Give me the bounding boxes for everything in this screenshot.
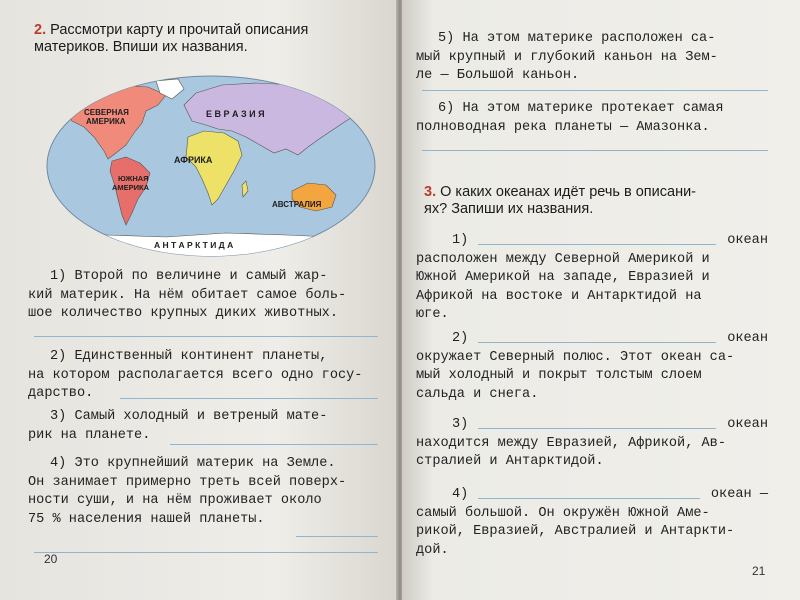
task-2-line1: Рассмотри карту и прочитай описания [50, 22, 309, 38]
ocean-4-line-3: дой. [416, 542, 449, 558]
answer-line-3[interactable] [170, 444, 378, 445]
label-australia: АВСТРАЛИЯ [272, 200, 322, 209]
answer-line-5[interactable] [422, 90, 768, 91]
ocean-item-2 [416, 330, 768, 404]
item-4-line-4: 75 % населения нашей планеты. [28, 511, 265, 527]
label-north-america-2: АМЕРИКА [86, 117, 126, 126]
item-1-line-1: 1) Второй по величине и самый жар- [50, 269, 328, 284]
ocean-item-4 [416, 486, 768, 560]
continent-item-5 [416, 30, 768, 86]
item-5-line-2: мый крупный и глубокий каньон на Зем- [416, 49, 718, 65]
ocean-answer-line-1[interactable] [478, 244, 716, 245]
ocean-4-line-1: самый большой. Он окружён Южной Аме- [416, 505, 710, 521]
ocean-1-line-1: расположен между Северной Америкой и [416, 251, 710, 267]
task-3-heading [424, 184, 774, 218]
ocean-2-line-3: сальда и снега. [416, 386, 539, 402]
left-page [0, 0, 398, 600]
label-south-america-1: ЮЖНАЯ [118, 174, 149, 183]
continent-item-3 [28, 408, 378, 445]
answer-line-2[interactable] [120, 398, 378, 399]
item-5-line-3: ле — Большой каньон. [416, 68, 580, 83]
task-2-heading [34, 22, 384, 56]
answer-line-6[interactable] [422, 150, 768, 151]
item-3-line-2: рик на планете. [28, 427, 151, 443]
page-number-left: 20 [44, 552, 58, 566]
ocean-answer-line-4[interactable] [478, 498, 700, 499]
world-map [46, 75, 376, 257]
ocean-4-number: 4) [452, 487, 469, 502]
right-page [402, 0, 800, 600]
item-1-line-2: кий материк. На нём обитает самое боль- [28, 287, 347, 303]
answer-line-1[interactable] [34, 336, 378, 337]
task-2-line2: материков. Впиши их названия. [34, 39, 248, 55]
continent-item-2 [28, 348, 378, 404]
ocean-3-line-2: стралией и Антарктидой. [416, 454, 604, 469]
item-6-line-2: полноводная река планеты — Амазонка. [416, 119, 710, 135]
ocean-1-line-2: Южной Америкой на западе, Евразией и [416, 270, 710, 285]
ocean-2-number: 2) [452, 331, 469, 346]
task-3-number: 3. [424, 184, 437, 200]
ocean-1-line-4: юге. [416, 307, 449, 322]
ocean-2-line-2: мый холодный и покрыт толстым слоем [416, 368, 702, 383]
ocean-1-number: 1) [452, 233, 469, 248]
item-5-line-1: 5) На этом материке расположен са- [438, 31, 716, 46]
item-1-line-3: шое количество крупных диких животных. [28, 306, 338, 321]
ocean-answer-line-2[interactable] [478, 342, 716, 343]
ocean-4-line-2: рикой, Евразией, Австралией и Антаркти- [416, 524, 735, 539]
item-2-line-3: дарство. [28, 386, 94, 401]
ocean-item-3 [416, 416, 768, 472]
task-3-line2: ях? Запиши их названия. [424, 201, 594, 217]
item-2-line-2: на котором располагается всего одно госу- [28, 367, 363, 383]
ocean-1-word: океан [727, 233, 768, 248]
continent-item-1 [28, 268, 378, 324]
item-4-line-3: ности суши, и на нём проживает около [28, 493, 322, 508]
answer-line-4b[interactable] [34, 552, 378, 553]
ocean-answer-line-3[interactable] [478, 428, 716, 429]
ocean-3-word: океан [727, 417, 768, 432]
ocean-4-word: океан — [710, 487, 768, 502]
ocean-2-line-1: окружает Северный полюс. Этот океан са- [416, 349, 735, 365]
continent-item-6 [416, 100, 768, 137]
ocean-2-word: океан [727, 331, 768, 346]
page-number-right: 21 [752, 564, 766, 578]
answer-line-4a[interactable] [296, 536, 378, 537]
label-eurasia: Е В Р А З И Я [206, 109, 265, 119]
label-africa: АФРИКА [174, 155, 213, 165]
item-4-line-2: Он занимает примерно треть всей поверх- [28, 474, 347, 490]
label-antarctica: А Н Т А Р К Т И Д А [154, 240, 234, 250]
label-north-america-1: СЕВЕРНАЯ [84, 108, 129, 117]
continent-item-4 [28, 455, 378, 529]
item-3-line-1: 3) Самый холодный и ветреный мате- [50, 409, 328, 424]
item-6-line-1: 6) На этом материке протекает самая [438, 101, 724, 116]
task-2-number: 2. [34, 22, 47, 38]
item-4-line-1: 4) Это крупнейший материк на Земле. [50, 456, 336, 471]
item-2-line-1: 2) Единственный континент планеты, [50, 349, 328, 364]
label-south-america-2: АМЕРИКА [112, 183, 150, 192]
ocean-3-line-1: находится между Евразией, Африкой, Ав- [416, 435, 726, 451]
ocean-item-1 [416, 232, 768, 325]
ocean-3-number: 3) [452, 417, 469, 432]
task-3-line1: О каких океанах идёт речь в описани- [440, 184, 697, 200]
ocean-1-line-3: Африкой на востоке и Антарктидой на [416, 288, 702, 304]
